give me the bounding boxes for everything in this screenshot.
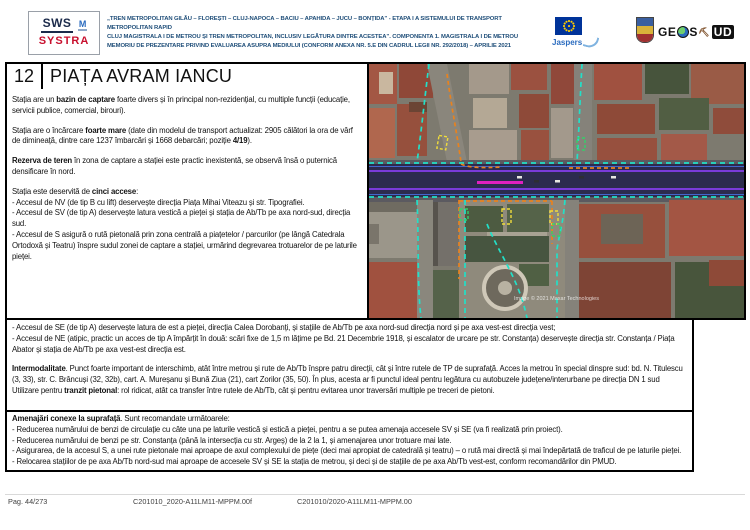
metro-line-overlay — [369, 170, 744, 172]
jaspers-swoosh-icon — [583, 34, 600, 49]
station-name: PIAȚA AVRAM IANCU — [50, 66, 233, 86]
station-platform-overlay — [477, 181, 523, 184]
header-line-1: „TREN METROPOLITAN GILĂU – FLOREȘTI – CLUJ-NAPOCA – BACIU – APAHIDA – JUCU – BONȚIDA” - ETAPA I A SISTEMULUI DE TRANSPORT METROPOLITAN RAPID — [107, 16, 502, 31]
geostud-logo — [658, 24, 734, 40]
station-title-row — [5, 62, 369, 91]
jaspers-logo: Jaspers — [552, 38, 583, 47]
metro-m-icon: M — [78, 19, 87, 29]
geostud-ge: GE — [658, 25, 677, 39]
footer-divider — [5, 494, 745, 495]
map-central-plaza — [459, 200, 565, 318]
page-number: Pag. 44/273 — [8, 497, 48, 506]
header-line-3: MEMORIU DE PREZENTARE PRIVIND EVALUAREA ASUPRA MEDIULUI (CONFORM ANEXA NR. 5.E DIN CADRUL LEGII NR. 292/2018) – APRILIE 2021 — [107, 43, 511, 49]
station-description-panel: Stația are un bazin de captare foarte divers și în principal non-rezidențial, cu multiple funcții (educație, servicii publice, comercial, birouri). Stația are o încărcare foarte mare (date din modelul de transport actualizat: 2905 călători la ora de vârf de dimineață, dintre care 1237 îmbarcări și 1668 debarcări; poziție 4/19). Rezerva de teren în zona de captare a stației este practic inexistentă, se observă însă o puternică densificare în nord. Stația este deservită de cinci accese: - Accesul de NV (de tip B cu lift) deservește direcția Piața Mihai Viteazu și str. Tipografiei. - Accesul de SV (de tip A) deservește latura vestică a pieței și stația de Ab/Tb pe axa nord-sud, direcția sud. - Accesul de S asigură o rută pietonală prin zona centrală a piațetelor / parcurilor (pe lângă Catedrala Ortodoxă și Teatru) înspre sudul zonei de captare a stației, urmărind degrevarea trotuarelor de pe laturile pieței. — [5, 89, 369, 320]
geostud-ud: UD — [713, 25, 733, 39]
sws-systra-logo — [28, 11, 100, 55]
map-street-north — [574, 64, 592, 164]
surface-works-row: Amenajări conexe la suprafață. Sunt recomandate următoarele: - Reducerea numărului de benzi de circulație cu câte una pe laturile vestică și estică a pieței, pentru a se putea amenaja accesele SV și SE (va fi realizată prin proiect). - Reducerea numărului de benzi pe str. Constanța (până la intersecția cu str. Argeș) de la 2 la 1, și amenajarea unor trotuare mai late. - Asigurarea, de la accesul S, a unei rute pietonale mai aproape de axul complexului de piețe (deci mai apropiat de catedrală și teatru) – o rută mai directă și mai îndepărtată de traficul de pe laturile pieței. - Relocarea stațiilor de pe axa Ab/Tb nord-sud mai aproape de accesele SV și SE la stația de metrou, și deci și de stațiile de pe axa Ab/Tb vest-est, conform recomandărilor din PMUD. — [5, 410, 694, 472]
access-notes-row: - Accesul de SE (de tip A) deservește latura de est a pieței, direcția Calea Dorobanți, și stațiile de Ab/Tb pe axa nord-sud direcția nord și pe axa vest-est direcția vest; - Accesul de NE (atipic, practic un acces de tip A împărțit în două: scări fixe de 1,5 m lățime pe Bd. 21 Decembrie 1918, și escalator de urcare pe str. Constanța) deservește direcția str. Constanța / Piața Abator și stația de Ab/Tb pe axa vest-est direcția est. Intermodalitate. Punct foarte important de interschimb, atât între metrou și rute de Ab/Tb înspre patru direcții, cât și între rutele de TP de suprafață. Acces la metrou în special dinspre sud: bd. N. Titulescu (3, 33), str. C. Brâncuși (32, 32b), cart. A. Mureșanu și Bună Ziua (21), cart Zorilor (35, 50). În plus, acesta ar fi punctul ideal pentru legătura cu autobuzele județene/interurbane pe direcția DN 1 sud Utilizare pentru tranzit pietonal: rol ridicat, atât ca transfer între rutele de Ab/Tb, cât și pentru evitarea unor traversări multiple pe treceri de pietoni. — [5, 318, 694, 412]
satellite-map — [367, 62, 746, 320]
map-buildings-top-center — [469, 64, 581, 160]
satellite-map-image — [369, 64, 744, 318]
document-header-title — [107, 15, 547, 51]
eu-flag-icon — [555, 17, 582, 35]
cluj-coat-of-arms-icon — [636, 17, 654, 43]
station-number: 12 — [7, 64, 43, 89]
map-attribution: Image © 2021 Maxar Technologies — [514, 296, 599, 302]
systra-wordmark: SYSTRA — [38, 35, 90, 47]
pickaxe-icon: ⛏ — [698, 26, 711, 37]
doc-code-right: C201010/2020-A11LM11-MPPM.00 — [297, 497, 412, 506]
header-line-2: CLUJ MAGISTRALA I DE METROU ȘI TREN METROPOLITAN, INCLUSIV LEGĂTURA DINTRE ACESTEA”. COMPONENTA 1. MAGISTRALA I DE METROU — [107, 34, 519, 40]
globe-icon — [677, 26, 689, 38]
geostud-s: S — [689, 25, 698, 39]
map-street-east — [565, 200, 579, 318]
doc-code-left: C201010_2020-A11LM11-MPPM.00f — [133, 497, 252, 506]
sws-wordmark: SWS — [41, 16, 74, 33]
